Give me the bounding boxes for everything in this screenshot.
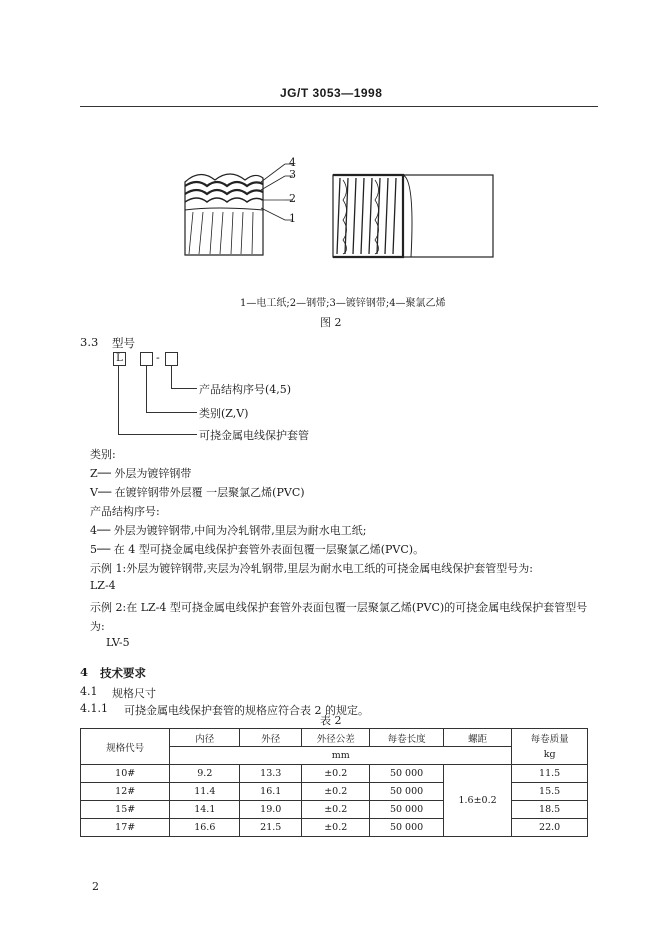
cell-length: 50 000 <box>370 801 444 819</box>
category-heading: 类别: <box>90 448 116 461</box>
cell-spec: 12# <box>81 783 170 801</box>
callout-3: 3 <box>289 168 296 181</box>
th-mass-label: 每卷质量 <box>530 733 569 745</box>
annotation-structure: 产品结构序号(4,5) <box>199 383 292 396</box>
section-4-number: 4 <box>80 665 89 679</box>
model-category-box <box>140 352 153 366</box>
cell-length: 50 000 <box>370 819 444 837</box>
page-number: 2 <box>92 880 99 893</box>
cell-tol: ±0.2 <box>302 801 370 819</box>
cell-inner: 14.1 <box>170 801 240 819</box>
table-row <box>81 801 588 819</box>
cell-spec: 15# <box>81 801 170 819</box>
callout-1: 1 <box>289 212 296 225</box>
table-2 <box>80 728 588 837</box>
section-4-1-1-number: 4.1.1 <box>80 702 108 715</box>
th-length: 每卷长度 <box>370 729 444 747</box>
example-1: 示例 1:外层为镀锌钢带,夹层为冷轧钢带,里层为耐水电工纸的可挠金属电线保护套管型号为: <box>90 562 533 575</box>
model-line-structure-h <box>171 388 197 389</box>
cell-mass: 11.5 <box>512 765 588 783</box>
section-3-3-number: 3.3 <box>80 335 99 349</box>
annotation-product: 可挠金属电线保护套管 <box>199 429 309 442</box>
th-tol: 外径公差 <box>302 729 370 747</box>
cell-pitch: 1.6±0.2 <box>443 765 511 837</box>
cell-mass: 15.5 <box>512 783 588 801</box>
standard-code: JG/T 3053—1998 <box>280 86 383 100</box>
section-4-title: 技术要求 <box>100 666 146 680</box>
cell-outer: 13.3 <box>240 765 302 783</box>
cell-inner: 9.2 <box>170 765 240 783</box>
cell-outer: 16.1 <box>240 783 302 801</box>
th-spec: 规格代号 <box>81 729 170 765</box>
cell-length: 50 000 <box>370 765 444 783</box>
structure-5: 5── 在 4 型可挠金属电线保护套管外表面包覆一层聚氯乙烯(PVC)。 <box>90 543 425 556</box>
cell-tol: ±0.2 <box>302 765 370 783</box>
figure-2-drawing <box>175 150 505 270</box>
cell-inner: 11.4 <box>170 783 240 801</box>
model-line-letter-h <box>118 434 197 435</box>
example-1-model: LZ-4 <box>90 579 116 592</box>
cell-spec: 17# <box>81 819 170 837</box>
section-3-3-title: 型号 <box>112 336 135 350</box>
example-2-model: LV-5 <box>106 636 130 649</box>
header-rule <box>80 106 598 107</box>
model-line-category-h <box>146 412 197 413</box>
th-mass-unit: kg <box>543 748 556 760</box>
table-row <box>81 765 588 783</box>
table-row <box>81 819 588 837</box>
cell-length: 50 000 <box>370 783 444 801</box>
example-2: 示例 2:在 LZ-4 型可挠金属电线保护套管外表面包覆一层聚氯乙烯(PVC)的可挠金属电线保护套管型号为: <box>90 601 588 633</box>
cell-outer: 21.5 <box>240 819 302 837</box>
th-pitch: 螺距 <box>443 729 511 747</box>
cell-spec: 10# <box>81 765 170 783</box>
category-z: Z── 外层为镀锌钢带 <box>90 467 192 480</box>
cell-tol: ±0.2 <box>302 783 370 801</box>
model-letter-box: L <box>113 352 126 366</box>
section-4-1-title: 规格尺寸 <box>112 687 156 700</box>
table-2-title: 表 2 <box>320 714 342 727</box>
model-line-structure-v <box>171 366 172 388</box>
cell-mass: 18.5 <box>512 801 588 819</box>
table-row <box>81 783 588 801</box>
figure-caption: 1—电工纸;2—钢带;3—镀锌钢带;4—聚氯乙烯 <box>240 298 446 309</box>
model-dash: - <box>156 351 160 364</box>
callout-4: 4 <box>289 156 296 169</box>
cell-inner: 16.6 <box>170 819 240 837</box>
section-4-1-1-text: 可挠金属电线保护套管的规格应符合表 2 的规定。 <box>124 704 369 717</box>
model-line-letter-v <box>118 366 119 434</box>
structure-heading: 产品结构序号: <box>90 505 160 518</box>
figure-label: 图 2 <box>320 316 342 329</box>
callout-2: 2 <box>289 192 296 205</box>
model-structure-box <box>165 352 178 366</box>
th-outer: 外径 <box>240 729 302 747</box>
section-4-1-number: 4.1 <box>80 685 98 698</box>
figure-left-section <box>185 174 263 255</box>
figure-right-view <box>333 175 493 257</box>
th-mass <box>512 729 588 765</box>
th-inner: 内径 <box>170 729 240 747</box>
model-line-category-v <box>146 366 147 412</box>
cell-mass: 22.0 <box>512 819 588 837</box>
structure-4: 4── 外层为镀锌钢带,中间为冷轧钢带,里层为耐水电工纸; <box>90 524 367 537</box>
th-unit-mm: mm <box>170 747 512 765</box>
annotation-category: 类别(Z,V) <box>199 407 249 420</box>
cell-tol: ±0.2 <box>302 819 370 837</box>
cell-outer: 19.0 <box>240 801 302 819</box>
category-v: V── 在镀锌钢带外层覆 一层聚氯乙烯(PVC) <box>90 486 305 499</box>
